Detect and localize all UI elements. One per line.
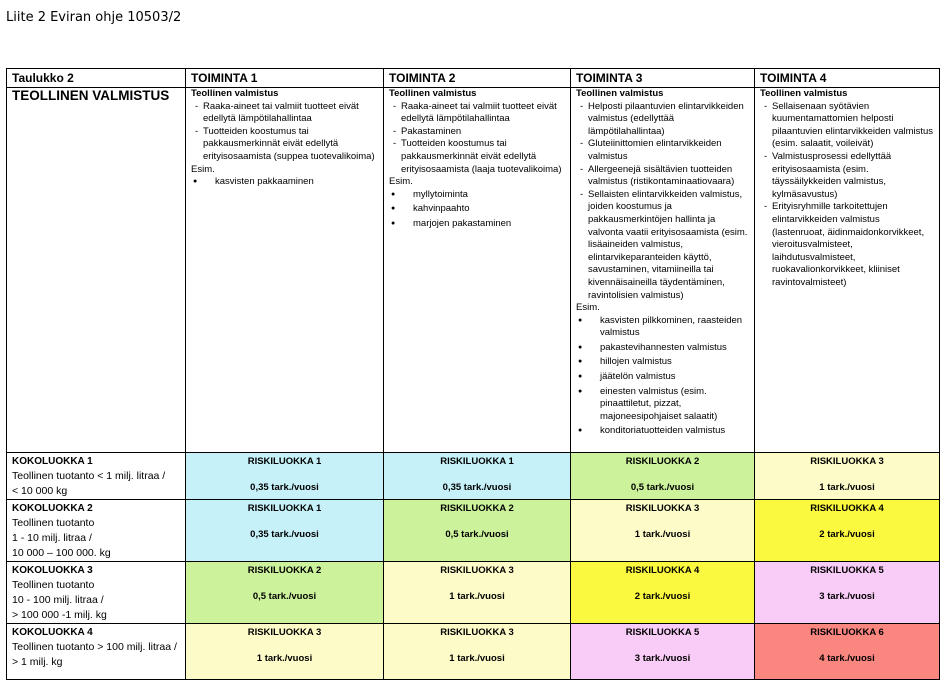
inspection-frequency: 0,35 tark./vuosi	[442, 482, 512, 493]
criteria-list	[576, 101, 749, 303]
risk-class-label: RISKILUOKKA 2	[625, 456, 700, 467]
risk-cell	[755, 453, 940, 500]
size-class-row	[7, 453, 940, 500]
inspection-frequency: 2 tark./vuosi	[634, 591, 691, 602]
size-class-range: 10 000 – 100 000. kg	[12, 547, 111, 559]
risk-class-label: RISKILUOKKA 4	[625, 565, 700, 576]
risk-class-label: RISKILUOKKA 5	[810, 565, 884, 576]
risk-class-label: RISKILUOKKA 2	[440, 503, 514, 514]
risk-cell	[186, 624, 384, 680]
inspection-frequency: 3 tark./vuosi	[634, 653, 691, 664]
examples-list	[191, 176, 378, 189]
risk-class-label: RISKILUOKKA 6	[810, 627, 884, 638]
activity-header-2: TOIMINTA 2	[384, 69, 571, 88]
size-class-title: KOKOLUOKKA 4	[12, 627, 93, 638]
risk-cell	[384, 624, 571, 680]
risk-cell	[755, 624, 940, 680]
risk-class-label: RISKILUOKKA 1	[440, 456, 514, 467]
size-class-range: > 100 000 -1 milj. kg	[12, 609, 107, 621]
inspection-frequency: 0,5 tark./vuosi	[445, 529, 509, 540]
example-item: ● jäätelön valmistus	[600, 371, 749, 384]
example-item: ● pakastevihannesten valmistus	[600, 342, 749, 355]
size-class-range: Teollinen tuotanto < 1 milj. litraa /	[12, 470, 166, 482]
size-class-range: < 10 000 kg	[12, 485, 68, 497]
size-class-cell	[7, 453, 186, 500]
example-item: ● myllytoiminta	[413, 189, 565, 202]
example-item: ● kasvisten pakkaaminen	[215, 176, 378, 189]
examples-list	[576, 315, 749, 438]
size-class-cell	[7, 624, 186, 680]
section-title-cell	[7, 88, 186, 453]
risk-cell	[186, 500, 384, 562]
size-class-range: 10 - 100 milj. litraa /	[12, 594, 104, 606]
risk-class-label: RISKILUOKKA 1	[247, 456, 322, 467]
criteria-item: - Erityisryhmille tarkoitettujen elintarvikkeiden valmistus (lastenruoat, äidinmaidonkorvikkeet, vieroitusvalmisteet, laihdutusvalmisteet, ruokavalionkorvikkeet, kliiniset ravintovalmisteet)	[772, 201, 934, 289]
activity-subtitle: Teollinen valmistus	[760, 88, 848, 99]
activity-description	[755, 88, 940, 453]
criteria-item: - Sellaisten elintarvikkeiden valmistus, joiden koostumus ja pakkausmerkintöjen hallinta ja valvonta vaatii erityisosaamista (esim. lisäaineiden valmistus, elintarvikeparanteiden käyttö, savustaminen, vitamiineilla tai kivennäisaineilla täydentäminen, ravintolisien valmistus)	[588, 189, 749, 302]
criteria-item: - Pakastaminen	[401, 126, 565, 139]
risk-cell	[384, 500, 571, 562]
size-class-range: Teollinen tuotanto	[12, 579, 95, 591]
example-item: ● einesten valmistus (esim. pinaattiletut, pizzat, majoneesipohjaiset salaatit)	[600, 386, 749, 424]
activity-description	[571, 88, 755, 453]
risk-class-label: RISKILUOKKA 3	[247, 627, 322, 638]
activity-subtitle: Teollinen valmistus	[389, 88, 477, 99]
risk-class-label: RISKILUOKKA 2	[247, 565, 322, 576]
inspection-frequency: 3 tark./vuosi	[819, 591, 875, 602]
inspection-frequency: 0,35 tark./vuosi	[250, 529, 319, 540]
activity-header-4: TOIMINTA 4	[755, 69, 940, 88]
document-title: Liite 2 Eviran ohje 10503/2	[6, 10, 182, 25]
risk-classification-table	[6, 68, 940, 680]
activity-description	[186, 88, 384, 453]
risk-cell	[384, 562, 571, 624]
risk-cell	[571, 453, 755, 500]
risk-class-label: RISKILUOKKA 3	[810, 456, 884, 467]
criteria-item: - Tuotteiden koostumus tai pakkausmerkinnät eivät edellytä erityisosaamista (suppea tuotevalikoima)	[203, 126, 378, 164]
size-class-row	[7, 624, 940, 680]
size-class-cell	[7, 500, 186, 562]
criteria-item: - Raaka-aineet tai valmiit tuotteet eivät edellytä lämpötilahallintaa	[401, 101, 565, 126]
risk-cell	[571, 624, 755, 680]
risk-cell	[571, 500, 755, 562]
inspection-frequency: 0,5 tark./vuosi	[252, 591, 317, 602]
inspection-frequency: 1 tark./vuosi	[256, 653, 313, 664]
example-item: ● konditoriatuotteiden valmistus	[600, 425, 749, 438]
size-class-title: KOKOLUOKKA 3	[12, 565, 93, 576]
section-title: TEOLLINEN VALMISTUS	[12, 88, 170, 103]
criteria-list	[191, 101, 378, 164]
risk-cell	[755, 562, 940, 624]
examples-list	[389, 189, 565, 231]
risk-cell	[186, 453, 384, 500]
examples-label: Esim.	[576, 302, 600, 314]
inspection-frequency: 1 tark./vuosi	[819, 482, 875, 493]
criteria-item: - Sellaisenaan syötävien kuumentamattomien helposti pilaantuvien elintarvikkeiden valmistus (esim. salaatit, voileivät)	[772, 101, 934, 151]
inspection-frequency: 1 tark./vuosi	[449, 653, 505, 664]
criteria-item: - Gluteiinittomien elintarvikkeiden valmistus	[588, 138, 749, 163]
header-row	[7, 69, 940, 88]
inspection-frequency: 1 tark./vuosi	[634, 529, 691, 540]
activity-header-1: TOIMINTA 1	[186, 69, 384, 88]
example-item: ● marjojen pakastaminen	[413, 218, 565, 231]
risk-class-label: RISKILUOKKA 3	[440, 627, 514, 638]
example-item: ● kasvisten pilkkominen, raasteiden valmistus	[600, 315, 749, 340]
size-class-range: Teollinen tuotanto > 100 milj. litraa / > 1 milj. kg	[12, 641, 177, 668]
size-class-cell	[7, 562, 186, 624]
criteria-item: - Raaka-aineet tai valmiit tuotteet eivät edellytä lämpötilahallintaa	[203, 101, 378, 126]
example-item: ● hillojen valmistus	[600, 356, 749, 369]
activity-description	[384, 88, 571, 453]
risk-class-label: RISKILUOKKA 4	[810, 503, 884, 514]
inspection-frequency: 4 tark./vuosi	[819, 653, 875, 664]
risk-class-label: RISKILUOKKA 3	[625, 503, 700, 514]
criteria-item: - Allergeenejä sisältävien tuotteiden valmistus (ristikontaminaatiovaara)	[588, 164, 749, 189]
activity-subtitle: Teollinen valmistus	[576, 88, 664, 99]
size-class-title: KOKOLUOKKA 2	[12, 503, 93, 514]
inspection-frequency: 2 tark./vuosi	[819, 529, 875, 540]
examples-label: Esim.	[389, 176, 413, 188]
risk-class-label: RISKILUOKKA 5	[625, 627, 700, 638]
risk-cell	[571, 562, 755, 624]
risk-cell	[186, 562, 384, 624]
description-row	[7, 88, 940, 453]
risk-cell	[384, 453, 571, 500]
example-item: ● kahvinpaahto	[413, 203, 565, 216]
activity-subtitle: Teollinen valmistus	[191, 88, 279, 99]
criteria-item: - Helposti pilaantuvien elintarvikkeiden valmistus (edellyttää lämpötilahallintaa)	[588, 101, 749, 139]
risk-class-label: RISKILUOKKA 3	[440, 565, 514, 576]
activity-header-3: TOIMINTA 3	[571, 69, 755, 88]
size-class-range: Teollinen tuotanto	[12, 517, 95, 529]
size-class-row	[7, 500, 940, 562]
criteria-item: - Tuotteiden koostumus tai pakkausmerkinnät eivät edellytä erityisosaamista (laaja tuotevalikoima)	[401, 138, 565, 176]
inspection-frequency: 1 tark./vuosi	[449, 591, 505, 602]
criteria-list	[389, 101, 565, 177]
criteria-item: - Valmistusprosessi edellyttää erityisosaamista (esim. täyssäilykkeiden valmistus, kylmäsavustus)	[772, 151, 934, 201]
size-class-title: KOKOLUOKKA 1	[12, 456, 93, 467]
risk-cell	[755, 500, 940, 562]
criteria-list	[760, 101, 934, 290]
size-class-row	[7, 562, 940, 624]
inspection-frequency: 0,35 tark./vuosi	[250, 482, 319, 493]
inspection-frequency: 0,5 tark./vuosi	[630, 482, 695, 493]
size-class-range: 1 - 10 milj. litraa /	[12, 532, 92, 544]
examples-label: Esim.	[191, 163, 215, 175]
risk-class-label: RISKILUOKKA 1	[247, 503, 322, 514]
table-label: Taulukko 2	[7, 69, 186, 88]
